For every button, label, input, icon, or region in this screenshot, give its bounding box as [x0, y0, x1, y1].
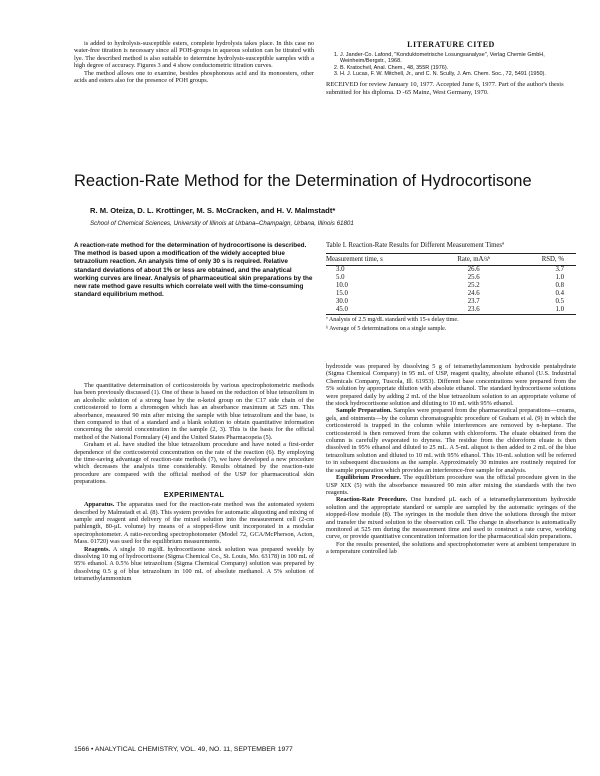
reference-item: 3. H. J. Lucas, F. W. Mitchell, Jr., and C. N. Scully, J. Am. Chem. Soc., 72, 5491 (1950). — [340, 71, 576, 77]
article-authors: R. M. Oteiza, D. L. Krottinger, M. S. McCracken, and H. V. Malmstadt* — [90, 206, 336, 215]
left-column — [74, 382, 314, 583]
table-1 — [326, 242, 576, 333]
table-row: 3.0 26.6 3.7 — [336, 265, 564, 273]
table-row: 45.0 23.6 1.0 — [336, 305, 564, 313]
previous-article-conclusion — [74, 40, 314, 84]
table-header-row — [326, 254, 576, 266]
column-header: RSD, % — [541, 255, 564, 263]
paragraph: Reagents. A single 10 mg/dL hydrocortisone stock solution was prepared weekly by dissolving 10 mg of hydrocortisone (Sigma Chemical Co., St. Louis, Mo. 63178) in 100 mL of 95% ethanol. A 0.5% blue tetrazolium (Sigma Chemical Company) solution was prepared by dissolving 0.5 g of blue tetrazolium in 100 mL of absolute methanol. A 5% solution of tetramethylammonium — [74, 545, 314, 583]
article-title: Reaction-Rate Method for the Determination of Hydrocortisone — [74, 172, 532, 190]
run-in-heading: Equilibrium Procedure. — [336, 474, 401, 482]
received-note: RECEIVED for review January 10, 1977. Accepted June 6, 1977. Part of the author's thesis submitted for his diploma. D -65 Mainz, West Germany, 1970. — [326, 81, 564, 96]
article-affiliation: School of Chemical Sciences, University of Illinois at Urbana–Champaign, Urbana, Illinois 61801 — [90, 220, 354, 227]
right-column — [326, 363, 576, 556]
reference-list — [326, 52, 576, 77]
literature-cited — [326, 40, 576, 96]
paragraph: Sample Preparation. Samples were prepared from the pharmaceutical preparations—creams, gels, and ointments—by the column chromatographic procedure of Graham et al. (9) in which the corticosteroid is trapped in the column while interferences are removed by n-heptane. The corticosteroid is then removed from the column with chloroform. The eluate obtained from the column is carefully evaporated to dryness. The residue from the chloroform eluate is then dissolved in 95% ethanol and diluted to 25 mL. A 5-mL aliquot is then added to 2 mL of the blue tetrazolium solution and diluted to 10 mL with 95% ethanol. This 10-mL solution will be referred to in subsequent discussions as the sample. Approximately 30 minutes are routinely required for the sample preparation which provides an interference-free sample for analysis. — [326, 407, 576, 474]
run-in-heading: Sample Preparation. — [336, 407, 392, 415]
table-row: 30.0 23.7 0.5 — [336, 297, 564, 305]
results-table — [326, 254, 576, 315]
run-in-heading: Reaction-Rate Procedure. — [336, 496, 408, 504]
paragraph: Equilibrium Procedure. The equilibrium procedure was the official procedure given in the USP XIX (5) with the absorbance measured 90 min after mixing the standards with the two reagents. — [326, 474, 576, 496]
table-row: 5.0 25.6 1.0 — [336, 273, 564, 281]
paragraph: is added to hydrolysis-susceptible esters, complete hydrolysis takes place. In this case no water-free titration is necessary since all POH-groups in aqueous solution can be titrated with lye. The described method is also suitable to determine hydrolysis-susceptible samples with a high degree of accuracy. Figures 3 and 4 show conductometric titration curves. — [74, 40, 314, 70]
run-in-heading: Reagents. — [84, 545, 111, 553]
abstract: A reaction-rate method for the determination of hydrocortisone is described. The method is based upon a modification of the widely accepted blue tetrazolium reaction. An analysis time of only 30 s is required. Relative standard deviations of about 1% or less are obtained, and the analytical working curves are linear. Analysis of pharmaceutical skin preparations by the new rate method gave results which correlate well with the time-consuming standard equilibrium method. — [74, 242, 313, 299]
paragraph: The quantitative determination of corticosteroids by various spectrophotometric methods has been previously discussed (1). One of these is based on the reduction of blue tetrazolium in an alcoholic solution of a strong base by the α-ketol group on the C17 side chain of the corticosteroid to form a chromogen which has an absorbance maximum at 525 nm. This absorbance, measured 90 min after mixing the sample with blue tetrazolium and the base, is then compared to that of a standard and a blank solution to obtain quantitative information concerning the steroid concentration in the sample (2, 3). This is the basis for the official method of the National Formulary (4) and the United States Pharmacopeia (5). — [74, 382, 314, 441]
table-footnote: ª Analysis of 2.5 mg/dL standard with 15-s delay time. — [326, 316, 459, 323]
paragraph: Apparatus. The apparatus used for the reaction-rate method was the automated system described by Malmstadt et al. (8). This system provides for automatic aliquoting and mixing of sample and reagent and delivery of the mixed solution into the measurement cell (2-cm pathlength, 80-µL volume) by means of a stopped-flow unit incorporated in a modular spectrophotometer. A ratio-recording spectrophotometer (Model 72, GCA/McPherson, Acton, Mass. 01720) was used for the equilibrium measurements. — [74, 501, 315, 546]
table-row: 10.0 25.2 0.8 — [336, 281, 564, 289]
reference-item: 2. B. Kratochvil, Anal. Chem., 48, 355R (1976). — [340, 65, 576, 71]
table-row: 15.0 24.6 0.4 — [336, 289, 564, 297]
paragraph: hydroxide was prepared by dissolving 5 g of tetramethylammonium hydroxide pentahydrate (Sigma Chemical Company) in 95 mL of USP, reagent quality, absolute ethanol (U.S. Industrial Chemicals Company, Tuscola, Ill. 61953). Different base concentrations were prepared from the 5% solution by appropriate dilution with absolute ethanol. The standard hydrocortisone solutions were prepared daily by adding 2 mL of the blue tetrazolium solution to an appropriate volume of the stock hydrocortisone solution and diluting to 10 mL with 95% ethanol. — [326, 363, 576, 408]
paragraph: Graham et al. have studied the blue tetrazolium procedure and have noted a first-order dependence of the corticosteroid concentration on the rate of the reaction (6). By employing the time-saving advantage of reaction-rate methods (7), we have developed a new procedure which decreases the analysis time considerably. Results obtained by the reaction-rate procedure are compared with the official method of the USP for pharmaceutical skin preparations. — [74, 441, 314, 486]
literature-heading: LITERATURE CITED — [407, 40, 495, 49]
column-header: Measurement time, s — [326, 255, 383, 263]
paragraph: Reaction-Rate Procedure. One hundred µL each of a tetramethylammonium hydroxide solution and the appropriate standard or sample are sampled by the automatic syringes of the stopped-flow module (8). The syringes in the module then drive the solutions through the mixer and transfer the mixed solution to the observation cell. The change in absorbance is automatically monitored at 525 nm during the measurement time and used to construct a rate curve, working curve, or provide quantitative concentration information for the pharmaceutical skin preparations. — [326, 496, 576, 541]
table-caption: Table I. Reaction-Rate Results for Different Measurement Timesª — [326, 242, 504, 249]
paragraph: The method allows one to examine, besides phosphonous acid and its monoesters, other acids and esters also for the presence of POH groups. — [74, 69, 314, 85]
section-heading: EXPERIMENTAL — [163, 489, 225, 499]
column-header: Rate, mA/sᵇ — [457, 255, 491, 263]
reference-item: 1. J. Jander-Co. Lafond, "Konduktometrische Losungsanalyse", Verlag Chemie GmbH, Weinheim/Bergstr., 1968. — [340, 52, 576, 65]
table-footnote: ᵇ Average of 5 determinations on a single sample. — [326, 325, 447, 332]
page-footer: 1566 • ANALYTICAL CHEMISTRY, VOL. 49, NO. 11, SEPTEMBER 1977 — [74, 746, 293, 753]
paragraph: For the results presented, the solutions and spectrophotometer were at ambient temperature in a temperature controlled lab — [326, 540, 576, 556]
run-in-heading: Apparatus. — [84, 501, 115, 509]
